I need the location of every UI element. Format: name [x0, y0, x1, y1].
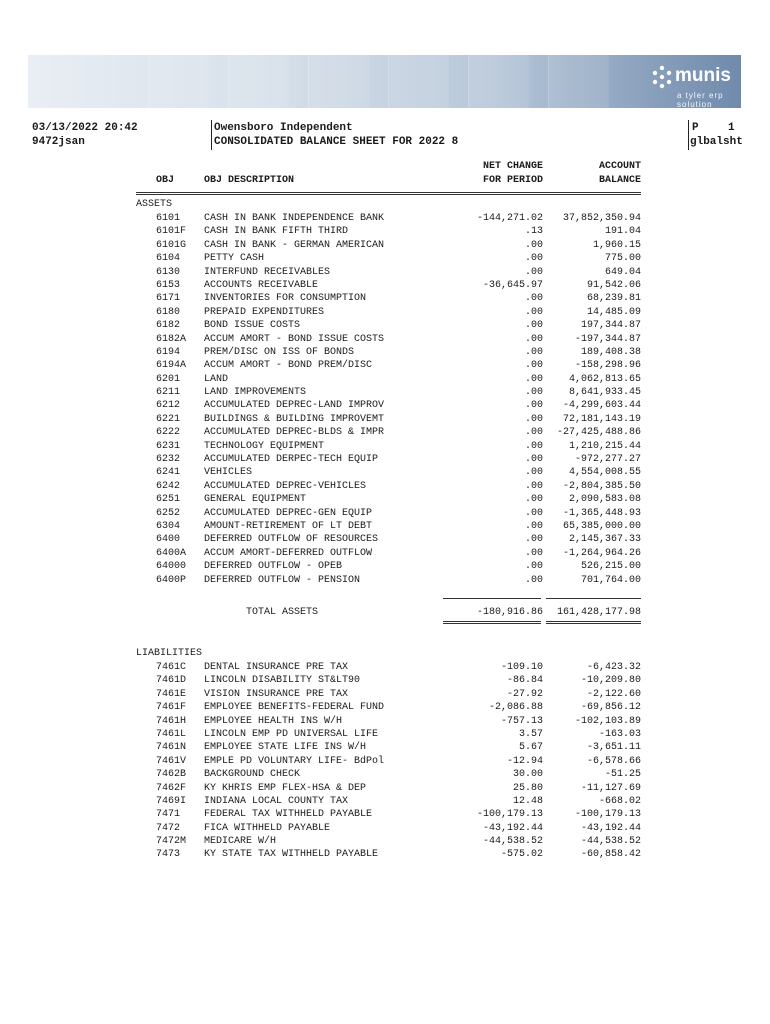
net-change: .00 [524, 467, 543, 479]
obj-code: 7472 [156, 822, 181, 834]
net-change: .00 [524, 400, 543, 412]
table-row [0, 547, 770, 560]
obj-description: TECHNOLOGY EQUIPMENT [204, 440, 325, 452]
account-balance: -158,298.96 [574, 360, 641, 372]
col-net-line2: FOR PERIOD [482, 175, 543, 186]
account-balance: -100,179.13 [574, 809, 641, 821]
net-change: -575.02 [500, 849, 543, 861]
obj-description: BUILDINGS & BUILDING IMPROVEMT [204, 413, 385, 425]
obj-description: MEDICARE W/H [204, 836, 277, 848]
obj-description: LAND IMPROVEMENTS [204, 387, 307, 399]
account-balance: 197,344.87 [580, 320, 641, 332]
obj-description: ACCUMULATED DEPREC-LAND IMPROV [204, 400, 385, 412]
table-row [0, 560, 770, 573]
net-change: .00 [524, 293, 543, 305]
net-change: -43,192.44 [482, 822, 543, 834]
net-change: .00 [524, 520, 543, 532]
account-balance: -69,856.12 [580, 702, 641, 714]
net-change: -12.94 [506, 755, 543, 767]
net-change: .00 [524, 346, 543, 358]
table-row [0, 440, 770, 453]
report-banner [28, 55, 741, 108]
obj-code: 6180 [156, 306, 181, 318]
net-change: .00 [524, 253, 543, 265]
obj-code: 6101G [156, 239, 187, 251]
obj-code: 6304 [156, 520, 181, 532]
obj-description: VISION INSURANCE PRE TAX [204, 688, 349, 700]
net-change: .00 [524, 333, 543, 345]
obj-description: BOND ISSUE COSTS [204, 320, 301, 332]
program-name: glbalsht [690, 136, 743, 148]
account-balance: 91,542.06 [586, 279, 641, 291]
obj-description: ACCUMULATED DERPEC-TECH EQUIP [204, 454, 379, 466]
net-change: .00 [524, 534, 543, 546]
net-change: .00 [524, 266, 543, 278]
obj-description: GENERAL EQUIPMENT [204, 494, 307, 506]
table-row [0, 728, 770, 741]
account-balance: -197,344.87 [574, 333, 641, 345]
obj-description: AMOUNT-RETIREMENT OF LT DEBT [204, 520, 373, 532]
net-change: 3.57 [518, 728, 543, 740]
logo-word: munis [675, 65, 731, 86]
account-balance: -10,209.80 [580, 675, 641, 687]
table-row [0, 279, 770, 292]
obj-description: EMPLOYEE BENEFITS-FEDERAL FUND [204, 702, 385, 714]
obj-description: PREPAID EXPENDITURES [204, 306, 325, 318]
net-change: .00 [524, 454, 543, 466]
account-balance: 775.00 [604, 253, 641, 265]
obj-code: 6222 [156, 427, 181, 439]
obj-code: 7461V [156, 755, 187, 767]
col-obj: OBJ [156, 175, 175, 186]
net-change: .00 [524, 306, 543, 318]
obj-code: 6194 [156, 346, 181, 358]
report-title: CONSOLIDATED BALANCE SHEET FOR 2022 8 [214, 136, 459, 148]
table-row [0, 520, 770, 533]
liabilities-table [0, 661, 770, 862]
assets-bal-total-rule [546, 598, 641, 599]
table-row [0, 768, 770, 781]
net-change: .13 [524, 226, 543, 238]
account-balance: 4,554,008.55 [568, 467, 641, 479]
account-balance: -51.25 [604, 769, 641, 781]
obj-description: FEDERAL TAX WITHHELD PAYABLE [204, 809, 373, 821]
assets-table [0, 212, 770, 587]
total-assets-label: TOTAL ASSETS [246, 607, 319, 618]
account-balance: -11,127.69 [580, 782, 641, 794]
table-row [0, 822, 770, 835]
account-balance: 526,215.00 [580, 561, 641, 573]
obj-code: 7472M [156, 836, 187, 848]
table-row [0, 835, 770, 848]
account-balance: 701,764.00 [580, 574, 641, 586]
obj-code: 6251 [156, 494, 181, 506]
account-balance: 14,485.09 [586, 306, 641, 318]
obj-code: 6153 [156, 279, 181, 291]
obj-code: 7462B [156, 769, 187, 781]
table-row [0, 674, 770, 687]
obj-description: DEFERRED OUTFLOW - OPEB [204, 561, 343, 573]
table-row [0, 661, 770, 674]
net-change: -144,271.02 [476, 213, 543, 224]
obj-code: 7461N [156, 742, 187, 754]
net-change: .00 [524, 360, 543, 372]
obj-description: INVENTORIES FOR CONSUMPTION [204, 293, 367, 305]
account-balance: 68,239.81 [586, 293, 641, 305]
account-balance: -3,651.11 [586, 742, 641, 754]
obj-description: LINCOLN EMP PD UNIVERSAL LIFE [204, 728, 379, 740]
obj-code: 6400 [156, 534, 181, 546]
obj-description: BACKGROUND CHECK [204, 769, 301, 781]
table-row [0, 453, 770, 466]
table-row [0, 701, 770, 714]
obj-description: EMPLOYEE STATE LIFE INS W/H [204, 742, 367, 754]
header-divider-left [211, 120, 212, 150]
account-balance: 191.04 [604, 226, 641, 238]
obj-code: 6171 [156, 293, 181, 305]
net-change: -44,538.52 [482, 836, 543, 848]
table-row [0, 466, 770, 479]
obj-code: 6182A [156, 333, 187, 345]
net-change: -109.10 [500, 662, 543, 673]
table-row [0, 292, 770, 305]
net-change: .00 [524, 480, 543, 492]
obj-code: 7469I [156, 795, 187, 807]
table-row [0, 359, 770, 372]
obj-description: KY STATE TAX WITHHELD PAYABLE [204, 849, 379, 861]
obj-code: 6400A [156, 547, 187, 559]
obj-code: 7473 [156, 849, 181, 861]
account-balance: 1,210,215.44 [568, 440, 641, 452]
table-row [0, 574, 770, 587]
obj-code: 6252 [156, 507, 181, 519]
obj-description: FICA WITHHELD PAYABLE [204, 822, 331, 834]
table-row [0, 399, 770, 412]
net-change: -2,086.88 [488, 702, 543, 714]
table-row [0, 212, 770, 225]
account-balance: -1,264,964.26 [562, 547, 641, 559]
obj-description: CASH IN BANK FIFTH THIRD [204, 226, 349, 238]
net-change: .00 [524, 320, 543, 332]
section-assets-title: ASSETS [136, 199, 173, 210]
obj-code: 64000 [156, 561, 187, 573]
account-balance: -1,365,448.93 [562, 507, 641, 519]
munis-logo [651, 63, 731, 108]
obj-description: DEFERRED OUTFLOW OF RESOURCES [204, 534, 379, 546]
table-row [0, 239, 770, 252]
account-balance: -43,192.44 [580, 822, 641, 834]
obj-code: 7461F [156, 702, 187, 714]
table-row [0, 848, 770, 861]
run-user: 9472jsan [32, 136, 85, 148]
col-desc: OBJ DESCRIPTION [204, 175, 295, 186]
table-row [0, 688, 770, 701]
account-balance: 72,181,143.19 [562, 413, 641, 425]
table-row [0, 493, 770, 506]
obj-code: 6241 [156, 467, 181, 479]
account-balance: 4,062,813.65 [568, 373, 641, 385]
assets-bal-double-rule [546, 621, 641, 624]
net-change: .00 [524, 561, 543, 573]
obj-description: DEFERRED OUTFLOW - PENSION [204, 574, 361, 586]
net-change: .00 [524, 440, 543, 452]
obj-description: INDIANA LOCAL COUNTY TAX [204, 795, 349, 807]
account-balance: 189,408.38 [580, 346, 641, 358]
obj-code: 6130 [156, 266, 181, 278]
net-change: -27.92 [506, 688, 543, 700]
obj-code: 7461C [156, 662, 187, 673]
total-assets-balance: 161,428,177.98 [556, 607, 641, 618]
obj-description: CASH IN BANK - GERMAN AMERICAN [204, 239, 385, 251]
obj-description: INTERFUND RECEIVABLES [204, 266, 331, 278]
table-row [0, 306, 770, 319]
account-balance: 65,385,000.00 [562, 520, 641, 532]
obj-code: 6101F [156, 226, 187, 238]
obj-code: 7461D [156, 675, 187, 687]
account-balance: -60,858.42 [580, 849, 641, 861]
net-change: .00 [524, 387, 543, 399]
obj-code: 6104 [156, 253, 181, 265]
obj-description: EMPLE PD VOLUNTARY LIFE- BdPol [204, 755, 385, 767]
obj-code: 6101 [156, 213, 181, 224]
net-change: .00 [524, 373, 543, 385]
account-balance: -972,277.27 [574, 454, 641, 466]
net-change: .00 [524, 507, 543, 519]
obj-code: 7461L [156, 728, 187, 740]
obj-description: DENTAL INSURANCE PRE TAX [204, 662, 349, 673]
obj-code: 6231 [156, 440, 181, 452]
table-row [0, 755, 770, 768]
table-row [0, 480, 770, 493]
table-row [0, 373, 770, 386]
table-row [0, 333, 770, 346]
net-change: .00 [524, 413, 543, 425]
account-balance: -27,425,488.86 [556, 427, 641, 439]
obj-code: 6211 [156, 387, 181, 399]
obj-code: 6221 [156, 413, 181, 425]
account-balance: -6,578.66 [586, 755, 641, 767]
obj-code: 7461E [156, 688, 187, 700]
obj-code: 6400P [156, 574, 187, 586]
account-balance: -2,804,385.50 [562, 480, 641, 492]
table-row [0, 795, 770, 808]
obj-description: CASH IN BANK INDEPENDENCE BANK [204, 213, 385, 224]
table-row [0, 413, 770, 426]
col-bal-line1: ACCOUNT [598, 161, 641, 172]
account-balance: 8,641,933.45 [568, 387, 641, 399]
obj-description: EMPLOYEE HEALTH INS W/H [204, 715, 343, 727]
obj-description: ACCUM AMORT - BOND PREM/DISC [204, 360, 373, 372]
obj-description: ACCUMULATED DEPREC-GEN EQUIP [204, 507, 373, 519]
account-balance: 2,090,583.08 [568, 494, 641, 506]
net-change: -100,179.13 [476, 809, 543, 821]
col-net-line1: NET CHANGE [482, 161, 543, 172]
obj-code: 6182 [156, 320, 181, 332]
account-balance: -668.02 [598, 795, 641, 807]
munis-logo-icon [651, 65, 673, 89]
table-row [0, 533, 770, 546]
table-row [0, 252, 770, 265]
section-liabilities-title: LIABILITIES [136, 648, 203, 659]
header-rule [136, 192, 641, 195]
table-row [0, 319, 770, 332]
net-change: 5.67 [518, 742, 543, 754]
account-balance: 37,852,350.94 [562, 213, 641, 224]
obj-code: 7461H [156, 715, 187, 727]
net-change: .00 [524, 427, 543, 439]
table-row [0, 346, 770, 359]
page-number: 1 [728, 122, 735, 134]
obj-code: 6212 [156, 400, 181, 412]
net-change: 30.00 [512, 769, 543, 781]
col-bal-line2: BALANCE [598, 175, 641, 186]
net-change: .00 [524, 547, 543, 559]
net-change: 12.48 [512, 795, 543, 807]
obj-description: PREM/DISC ON ISS OF BONDS [204, 346, 355, 358]
obj-code: 6201 [156, 373, 181, 385]
assets-net-total-rule [443, 598, 541, 599]
account-balance: 649.04 [604, 266, 641, 278]
table-row [0, 715, 770, 728]
obj-description: VEHICLES [204, 467, 253, 479]
net-change: .00 [524, 574, 543, 586]
table-row [0, 426, 770, 439]
obj-description: LINCOLN DISABILITY ST&LT90 [204, 675, 361, 687]
table-row [0, 741, 770, 754]
net-change: -36,645.97 [482, 279, 543, 291]
table-row [0, 507, 770, 520]
account-balance: -102,103.89 [574, 715, 641, 727]
table-row [0, 808, 770, 821]
table-row [0, 266, 770, 279]
obj-description: ACCUM AMORT - BOND ISSUE COSTS [204, 333, 385, 345]
obj-code: 7462F [156, 782, 187, 794]
obj-description: ACCUM AMORT-DEFERRED OUTFLOW [204, 547, 373, 559]
header-divider-right [688, 120, 689, 150]
run-datetime: 03/13/2022 20:42 [32, 122, 138, 134]
obj-description: PETTY CASH [204, 253, 265, 265]
account-balance: -4,299,603.44 [562, 400, 641, 412]
table-row [0, 386, 770, 399]
obj-code: 6242 [156, 480, 181, 492]
account-balance: -6,423.32 [586, 662, 641, 673]
net-change: -757.13 [500, 715, 543, 727]
obj-description: ACCUMULATED DEPREC-VEHICLES [204, 480, 367, 492]
logo-tagline: a tyler erp solution [677, 91, 724, 108]
obj-description: ACCUMULATED DEPREC-BLDS & IMPR [204, 427, 385, 439]
account-balance: -163.03 [598, 728, 641, 740]
org-name: Owensboro Independent [214, 122, 353, 134]
table-row [0, 782, 770, 795]
account-balance: -44,538.52 [580, 836, 641, 848]
account-balance: 1,960.15 [592, 239, 641, 251]
obj-code: 6232 [156, 454, 181, 466]
table-row [0, 225, 770, 238]
assets-net-double-rule [443, 621, 541, 624]
obj-code: 7471 [156, 809, 181, 821]
net-change: 25.80 [512, 782, 543, 794]
net-change: .00 [524, 494, 543, 506]
obj-description: KY KHRIS EMP FLEX-HSA & DEP [204, 782, 367, 794]
net-change: .00 [524, 239, 543, 251]
total-assets-net: -180,916.86 [476, 607, 543, 618]
net-change: -86.84 [506, 675, 543, 687]
obj-description: ACCOUNTS RECEIVABLE [204, 279, 319, 291]
obj-description: LAND [204, 373, 229, 385]
obj-code: 6194A [156, 360, 187, 372]
account-balance: -2,122.60 [586, 688, 641, 700]
page-label: P [692, 122, 699, 134]
account-balance: 2,145,367.33 [568, 534, 641, 546]
